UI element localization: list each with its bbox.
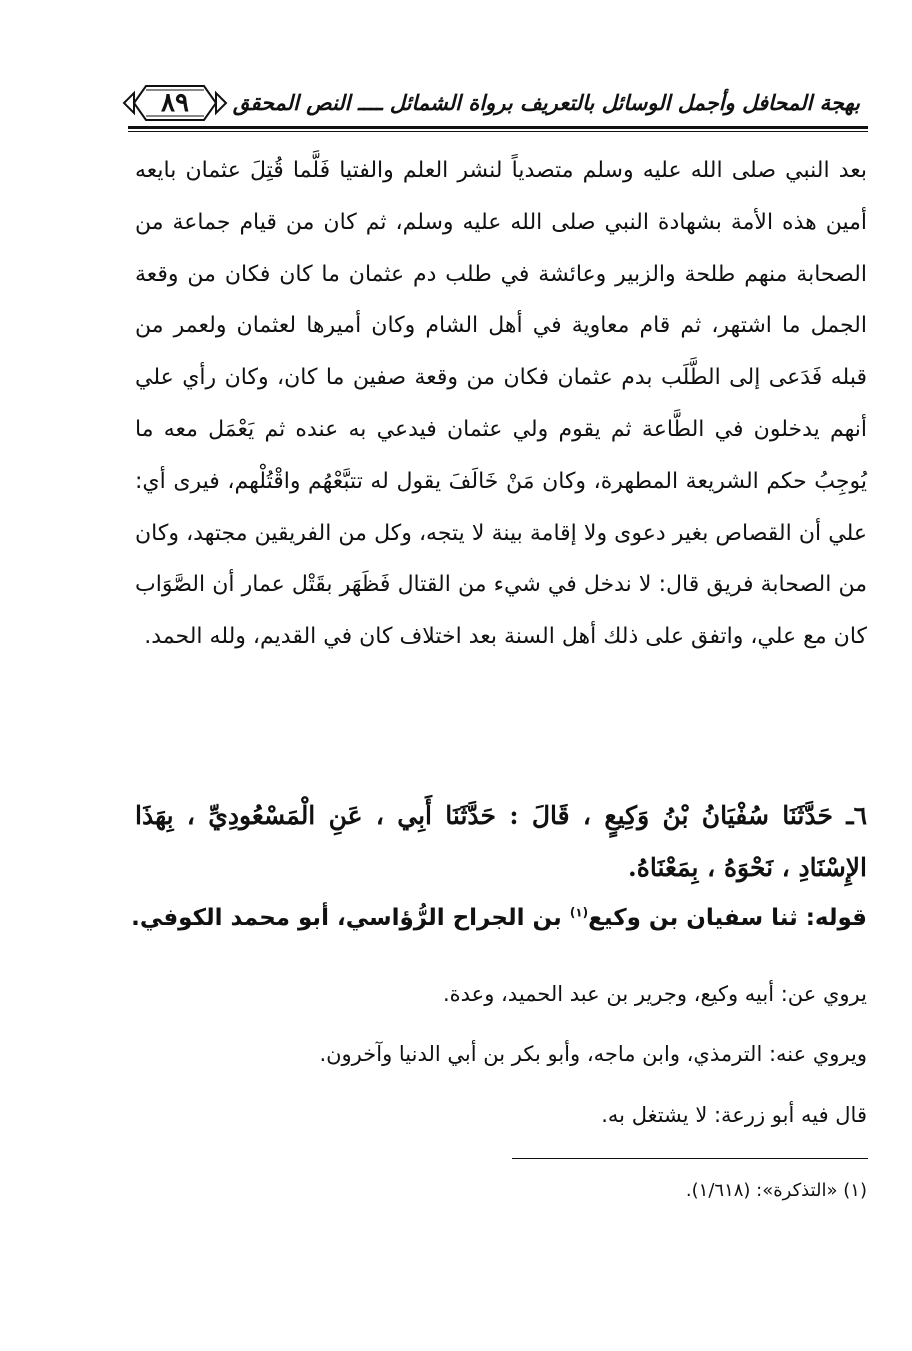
main-paragraph	[135, 145, 867, 663]
page-number: ٨٩	[161, 88, 189, 118]
commentary-heading-start: قوله: ثنا سفيان بن وكيع	[588, 905, 867, 931]
commentary-line: قال فيه أبو زرعة: لا يشتغل به.	[601, 1103, 867, 1127]
running-header-title: بهجة المحافل وأجمل الوسائل بالتعريف برواة الشمائل ــــ النص المحقق	[232, 90, 860, 115]
hadith-text: ٦ـ حَدَّثَنَا سُفْيَانُ بْنُ وَكِيعٍ ، قَالَ : حَدَّثَنَا أَبِي ، عَنِ الْمَسْعُودِيِّ ، بِهَذَا الإِسْنَادِ ، نَحْوَهُ ، بِمَعْنَاهُ.	[135, 801, 867, 882]
paragraph-text: بعد النبي صلى الله عليه وسلم متصدياً لنشر العلم والفتيا فَلَّما قُتِلَ عثمان بايعه أمين هذه الأمة بشهادة النبي صلى الله عليه وسلم، ثم كان من قيام جماعة من الصحابة منهم طلحة والزبير وعائشة في طلب دم عثمان ما كان فكان من وقعة الجمل ما اشتهر، ثم قام معاوية في أهل الشام وكان أميرها لعثمان ولعمر من قبله فَدَعى إلى الطَّلَب بدم عثمان فكان من وقعة صفين ما كان، وكان رأي علي أنهم يدخلون في الطَّاعة ثم يقوم ولي عثمان فيدعي به عنده ثم يَعْمَل معه ما يُوجِبُ حكم الشريعة المطهرة، وكان مَنْ خَالَفَ يقول له تتبَّعْهُم واقْتُلْهم، فيرى أي: علي أن القصاص بغير دعوى ولا إقامة بينة لا يتجه، وكل من الفريقين مجتهد، وكان من الصحابة فريق قال: لا ندخل في شيء من القتال فَظَهَر بقَتْل عمار أن الصَّوَاب كان مع علي، واتفق على ذلك أهل السنة بعد اختلاف كان في القديم، ولله الحمد.	[135, 158, 867, 650]
commentary-heading	[131, 905, 867, 931]
commentary-line: ويروي عنه: الترمذي، وابن ماجه، وأبو بكر بن أبي الدنيا وآخرون.	[319, 1042, 867, 1066]
footnote-separator	[512, 1158, 868, 1159]
footnote-reference[interactable]: (١)	[569, 905, 589, 920]
commentary-line: يروي عن: أبيه وكيع، وجرير بن عبد الحميد، وعدة.	[442, 982, 867, 1006]
footnote-text: (١) «التذكرة»: (١/٦١٨).	[685, 1180, 867, 1201]
commentary-heading-end: بن الجراح الرُّؤاسي، أبو محمد الكوفي.	[131, 905, 570, 931]
header-rule-thin	[128, 131, 868, 132]
header-rule	[128, 126, 868, 129]
